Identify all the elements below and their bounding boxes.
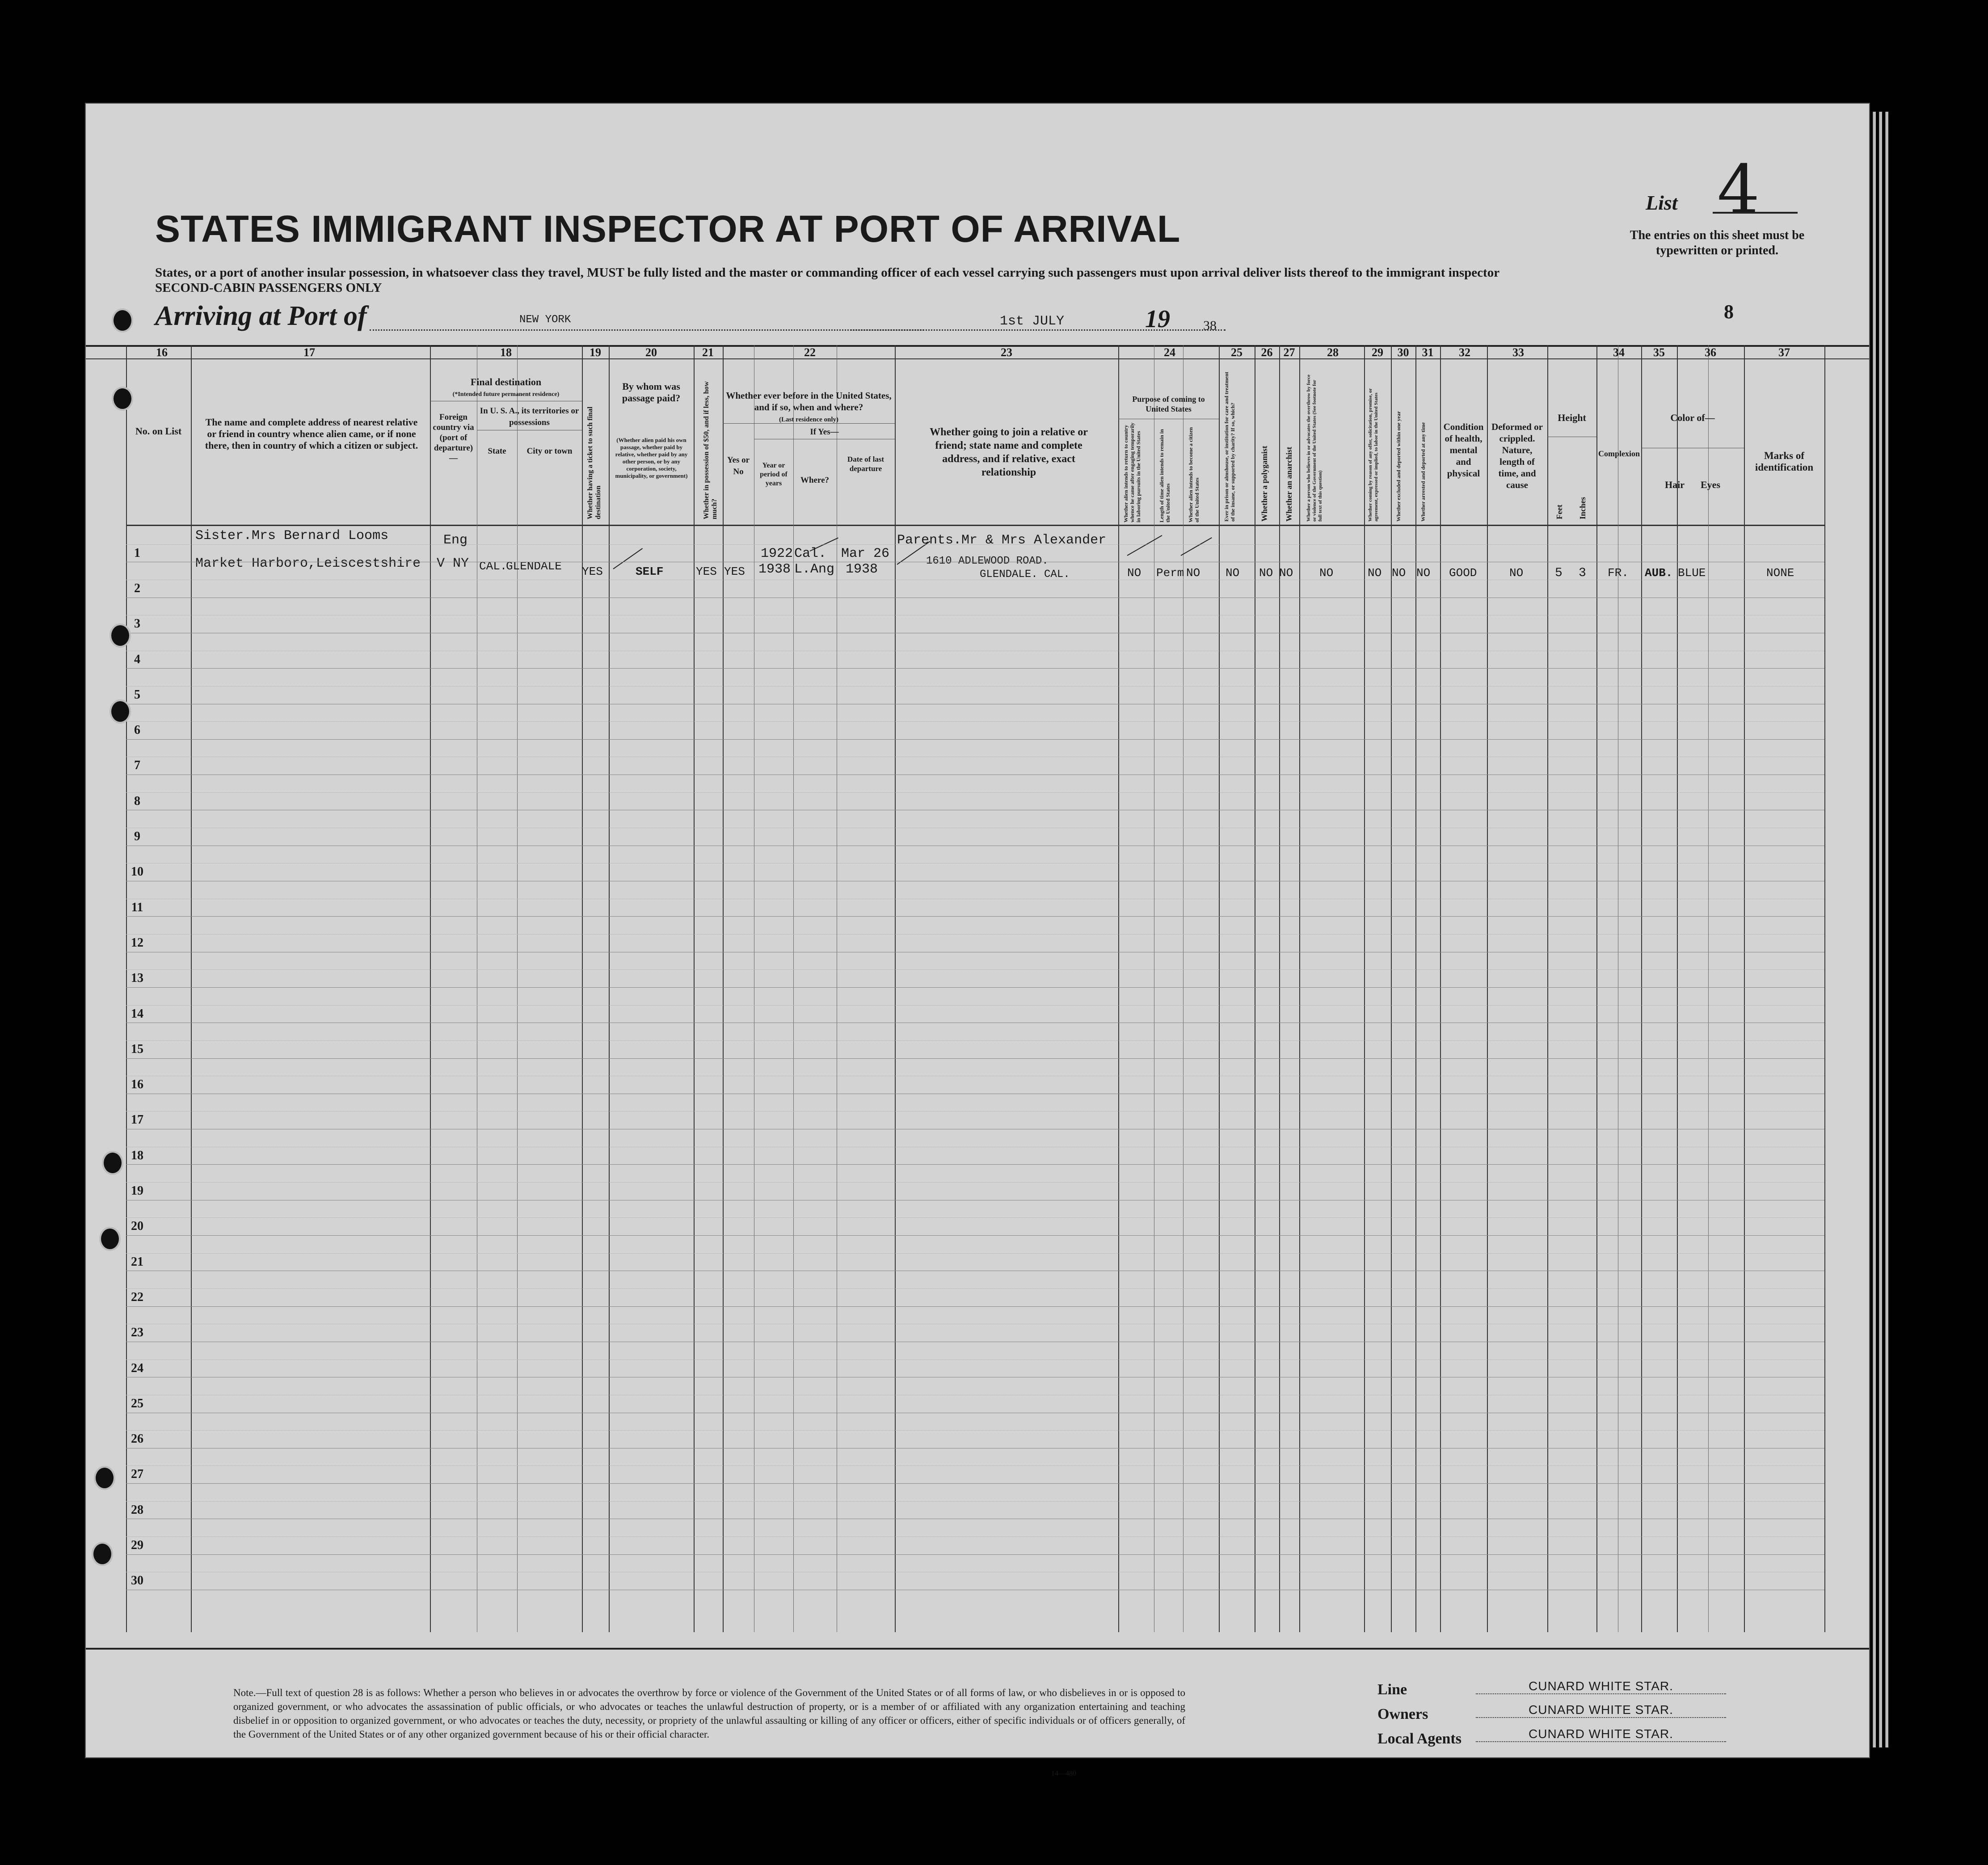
col-divider [1299, 345, 1300, 1632]
labor-value: NO [1368, 566, 1382, 580]
row-subline [126, 1217, 1824, 1218]
typewritten-note: The entries on this sheet must be typewritten or printed. [1630, 228, 1805, 257]
row-line [126, 1235, 1824, 1236]
header-feet: Feet [1555, 505, 1564, 519]
header-usa: In U. S. A., its territories or possessions [480, 406, 579, 427]
list-label: List [1646, 191, 1678, 214]
header-hair: Hair [1665, 479, 1685, 490]
manifest-number: 8 [1724, 301, 1734, 323]
col-divider [191, 345, 192, 1632]
row-number: 10 [131, 865, 143, 879]
date-value: 1st JULY [1000, 314, 1065, 329]
col-divider [1708, 345, 1709, 1632]
row-line [126, 1306, 1824, 1307]
header-length-of-stay: Length of time alien intends to remain in the United States [1158, 429, 1171, 522]
owners-value: CUNARD WHITE STAR. [1476, 1703, 1726, 1718]
row-subline [126, 1005, 1824, 1006]
row-number: 8 [134, 794, 140, 808]
port-value: NEW YORK [519, 314, 571, 326]
col-divider [1279, 345, 1280, 1632]
port-line [370, 329, 924, 331]
agents-label: Local Agents [1377, 1730, 1462, 1747]
col-number: 26 [1261, 346, 1273, 359]
header-purpose-return: Whether alien intends to return to country whence he came after engaging temporarily in laboring pursuits in the United States [1123, 422, 1141, 522]
col-divider [1824, 345, 1825, 1632]
relative-line1: Sister.Mrs Bernard Looms [195, 528, 389, 543]
header-excluded: Whether excluded and deported within one year [1395, 411, 1402, 522]
row-number: 15 [131, 1042, 143, 1056]
col-number: 23 [1001, 346, 1012, 359]
row-subline [126, 1253, 1824, 1254]
header-become-citizen: Whether alien intends to become a citizen of the United States [1188, 427, 1200, 522]
col-divider [1391, 345, 1392, 1632]
header-yes-or-no: Yes or No [727, 455, 750, 476]
header-polygamist: Whether a polygamist [1260, 446, 1269, 522]
punch-hole [99, 1227, 121, 1251]
punch-hole [102, 1151, 123, 1175]
col-divider [1641, 345, 1642, 1632]
col-divider [1364, 345, 1365, 1632]
header-rule [86, 358, 1869, 359]
header-relative: The name and complete address of nearest relative or friend in country whence alien came, or if none there, then in country of which a citizen or subject. [205, 417, 418, 451]
col-number: 25 [1231, 346, 1242, 359]
row-subline [126, 792, 1824, 793]
col-number: 30 [1397, 346, 1409, 359]
anarchist-value: NO [1279, 566, 1293, 580]
footer-rule [86, 1648, 1869, 1650]
row-number: 13 [131, 971, 143, 985]
departure-value-2: 1938 [846, 562, 878, 577]
state-value: CAL. [479, 560, 507, 573]
header-deported: Whether arrested and deported at any time [1420, 422, 1426, 522]
header-height: Height [1558, 412, 1586, 423]
instruction-text: States, or a port of another insular possession, in whatsoever class they travel, MUST be fully listed and the master or commanding officer of each vessel carrying such passengers must upon arrival deliver lists thereof to the immigrant inspector [155, 265, 1500, 280]
hair-value: AUB. [1645, 566, 1673, 580]
header-color-of: Color of— [1670, 412, 1715, 423]
row-number: 22 [131, 1290, 143, 1304]
join-line3: GLENDALE. CAL. [980, 568, 1070, 581]
row-number: 7 [134, 758, 140, 773]
line-label: Line [1377, 1681, 1407, 1698]
row-subline [126, 544, 1824, 545]
col-number: 32 [1459, 346, 1470, 359]
page-title: STATES IMMIGRANT INSPECTOR AT PORT OF ARRIVAL [155, 208, 1181, 250]
city-value: GLENDALE [506, 560, 562, 573]
polygamist-value: NO [1259, 566, 1273, 580]
row-subline [126, 969, 1824, 970]
header-no-on-list: No. on List [135, 425, 182, 437]
header-before-in-us-sub: (Last residence only) [779, 416, 839, 423]
col-divider [609, 345, 610, 1632]
col-number: 35 [1653, 346, 1665, 359]
header-health: Condition of health, mental and physical [1443, 421, 1484, 479]
col-number: 27 [1283, 346, 1295, 359]
row-number: 20 [131, 1219, 143, 1234]
health-value: GOOD [1449, 566, 1477, 580]
col-divider [1547, 345, 1548, 1632]
header-date-departure: Date of last departure [847, 455, 884, 473]
agents-value: CUNARD WHITE STAR. [1476, 1727, 1726, 1742]
page-edge [1885, 112, 1888, 1747]
col-number: 20 [645, 346, 657, 359]
prison-value: NO [1226, 566, 1240, 580]
header-complexion: Complexion [1598, 449, 1640, 458]
row-number: 3 [134, 617, 140, 631]
col-divider [895, 345, 896, 1632]
header-year: Year or period of years [760, 462, 788, 487]
row-number: 2 [134, 581, 140, 595]
class-text: SECOND-CABIN PASSENGERS ONLY [155, 281, 382, 295]
col-divider [1219, 345, 1220, 1632]
ticket-value: YES [582, 565, 603, 578]
row-subline [126, 934, 1824, 935]
punch-hole [94, 1466, 115, 1490]
header-deformed: Deformed or crippled. Nature, length of time, and cause [1491, 421, 1543, 490]
col-divider [793, 345, 794, 1632]
row-line [126, 1058, 1824, 1059]
header-labor-offer: Whether coming by reason of any offer, solicitation, promise, or agreement, expressed or implied, to labor in the United States [1368, 388, 1379, 522]
deported-value: NO [1416, 566, 1431, 580]
row-number: 29 [131, 1538, 143, 1553]
col-number: 21 [702, 346, 714, 359]
ditto-mark [1127, 535, 1162, 556]
header-eyes: Eyes [1701, 479, 1720, 490]
punch-hole [112, 308, 133, 333]
header-rule [723, 423, 895, 424]
header-join-relative: Whether going to join a relative or friend; state name and complete address, and if relative, exact relationship [930, 426, 1088, 478]
row-subline [126, 1465, 1824, 1466]
row-number: 1 [134, 546, 140, 560]
row-number: 25 [131, 1396, 143, 1410]
header-final-destination: Final destination [470, 376, 542, 387]
row-line [126, 668, 1824, 669]
col-number: 28 [1327, 346, 1339, 359]
years-value: 1922 [761, 546, 793, 561]
header-ticket: Whether having a ticket to such final destination [586, 406, 602, 519]
header-before-in-us: Whether ever before in the United States, and if so, when and where? [726, 390, 892, 413]
row-line [126, 1164, 1824, 1165]
foreign-country: Eng [443, 533, 468, 548]
row-number: 26 [131, 1432, 143, 1446]
line-value: CUNARD WHITE STAR. [1476, 1679, 1726, 1694]
row-subline [126, 1501, 1824, 1502]
row-number: 30 [131, 1574, 143, 1588]
col-divider [517, 345, 518, 1632]
row-number: 9 [134, 829, 140, 844]
page-edge [1873, 112, 1876, 1747]
col-divider [1596, 345, 1597, 1632]
header-inches: Inches [1578, 497, 1587, 519]
row-number: 24 [131, 1361, 143, 1375]
join-line1: Parents.Mr & Mrs Alexander [897, 533, 1107, 548]
header-foreign-country: Foreign country via (port of departure)— [433, 413, 474, 463]
header-city: City or town [526, 446, 573, 456]
row-number: 5 [134, 687, 140, 702]
col-number: 33 [1512, 346, 1524, 359]
row-number: 4 [134, 652, 140, 666]
inches-value: 3 [1579, 566, 1586, 580]
col-number: 24 [1164, 346, 1175, 359]
row-number: 16 [131, 1078, 143, 1092]
deformed-value: NO [1509, 566, 1524, 580]
arriving-label: Arriving at Port of [155, 301, 367, 331]
col-divider [1118, 345, 1119, 1632]
punch-hole [110, 699, 131, 724]
row-number: 14 [131, 1006, 143, 1021]
col-number: 16 [156, 346, 168, 359]
ditto-mark [1181, 537, 1212, 556]
row-line [126, 1483, 1824, 1484]
row-subline [126, 1430, 1824, 1431]
form-number: 14—480 [1051, 1770, 1076, 1777]
col-divider [430, 345, 431, 1632]
owners-label: Owners [1377, 1706, 1428, 1722]
header-state: State [488, 446, 506, 456]
list-rule [1713, 212, 1798, 214]
length-of-stay-value: Perm [1156, 566, 1184, 580]
header-purpose: Purpose of coming to United States [1132, 395, 1205, 413]
money-value: YES [696, 565, 717, 578]
relative-line2: Market Harboro,Leiscestshire [195, 556, 421, 571]
col-divider [694, 345, 695, 1632]
punch-hole [110, 623, 131, 648]
year-prefix: 19 [1145, 305, 1170, 333]
header-bottom-rule [126, 525, 1824, 526]
col-number: 19 [590, 346, 601, 359]
col-divider [1487, 345, 1488, 1632]
punch-hole [112, 387, 133, 411]
overthrow-value: NO [1319, 566, 1334, 580]
row-number: 6 [134, 723, 140, 737]
col-number: 22 [804, 346, 816, 359]
list-number: 4 [1717, 151, 1760, 229]
join-line2: 1610 ADLEWOOD ROAD. [926, 555, 1049, 567]
via-port: V NY [437, 556, 469, 571]
header-prison: Ever in prison or almshouse, or institution for care and treatment of the insane, or supported by charity? If so, which? [1223, 371, 1236, 522]
row-number: 27 [131, 1467, 143, 1482]
header-marks: Marks of identification [1755, 450, 1814, 473]
row-subline [126, 1182, 1824, 1183]
col-number: 18 [500, 346, 512, 359]
header-final-destination-sub: (*Intended future permanent residence) [452, 391, 560, 398]
col-number: 36 [1705, 346, 1716, 359]
col-divider [723, 345, 724, 1632]
row-subline [126, 1040, 1824, 1041]
row-number: 11 [131, 900, 143, 914]
col-number: 31 [1422, 346, 1434, 359]
header-fifty-dollars: Whether in possession of $50, and if less, how much? [703, 381, 718, 519]
row-number: 21 [131, 1255, 143, 1269]
header-if-yes: If Yes— [810, 427, 839, 437]
row-number: 23 [131, 1326, 143, 1340]
row-line [126, 987, 1824, 988]
punch-hole [92, 1542, 113, 1566]
row-number: 28 [131, 1503, 143, 1517]
col-number: 29 [1372, 346, 1383, 359]
col-divider [1677, 345, 1678, 1632]
departure-value: Mar 26 [841, 546, 890, 561]
page-edge [1879, 112, 1882, 1747]
col-divider [1183, 345, 1184, 1632]
row-line [126, 739, 1824, 740]
row-number: 12 [131, 935, 143, 950]
where-value: Cal. [794, 546, 827, 561]
purpose-return-value: NO [1127, 566, 1141, 580]
header-rule [86, 345, 1869, 347]
row-line [126, 1554, 1824, 1555]
row-number: 17 [131, 1113, 143, 1127]
marks-value: NONE [1766, 566, 1794, 580]
header-passage-paid-sub: (Whether alien paid his own passage, whether paid by relative, whether paid by any other person, or by any corporation, society, municipality, or government) [615, 437, 688, 479]
year-suffix: 38 [1203, 318, 1217, 333]
row-subline [126, 721, 1824, 722]
col-divider [582, 345, 583, 1632]
excluded-value: NO [1392, 566, 1406, 580]
col-divider [1440, 345, 1441, 1632]
col-divider [1415, 345, 1416, 1632]
paid-by-value: SELF [636, 565, 664, 578]
before-us-value: YES [724, 565, 745, 578]
row-subline [126, 1288, 1824, 1289]
feet-value: 5 [1555, 566, 1563, 580]
row-number: 19 [131, 1184, 143, 1198]
col-number: 17 [303, 346, 315, 359]
footnote: Note.—Full text of question 28 is as follows: Whether a person who believes in or advocates the overthrow by force or violence of the Government of the United States or of all forms of law, or who disbelieves in or is opposed to organized government, or who advocates the assassination of public officials, or who advocates or teaches the unlawful destruction of property, or is a member of or affiliated with any organization entertaining and teaching disbelief in or opposition to organized government, or who advocates or teaches the duty, necessity, or propriety of the unlawful assaulting or killing of any officer or officers, either of specific individuals or of officers generally, of the Government of the United States or of any other organized government because of his or their official character. [233, 1687, 1185, 1740]
row-line [126, 916, 1824, 917]
header-anarchist: Whether an anarchist [1285, 446, 1293, 522]
citizen-value: NO [1186, 566, 1200, 580]
row-number: 18 [131, 1148, 143, 1162]
col-divider [1744, 345, 1745, 1632]
header-overthrow: Whether a person who believes in or advocates the overthrow by force or violence of the Government of the United States (See footnote for full text of this question) [1306, 375, 1323, 522]
complexion-value: FR. [1608, 566, 1629, 580]
years-value-2: 1938 [758, 562, 791, 577]
col-number: 34 [1613, 346, 1625, 359]
header-passage-paid: By whom was passage paid? [622, 381, 681, 404]
col-number: 37 [1778, 346, 1790, 359]
where-value-2: L.Ang [794, 562, 835, 577]
manifest-sheet [85, 103, 1870, 1777]
eyes-value: BLUE [1678, 566, 1706, 580]
header-where: Where? [800, 476, 830, 485]
